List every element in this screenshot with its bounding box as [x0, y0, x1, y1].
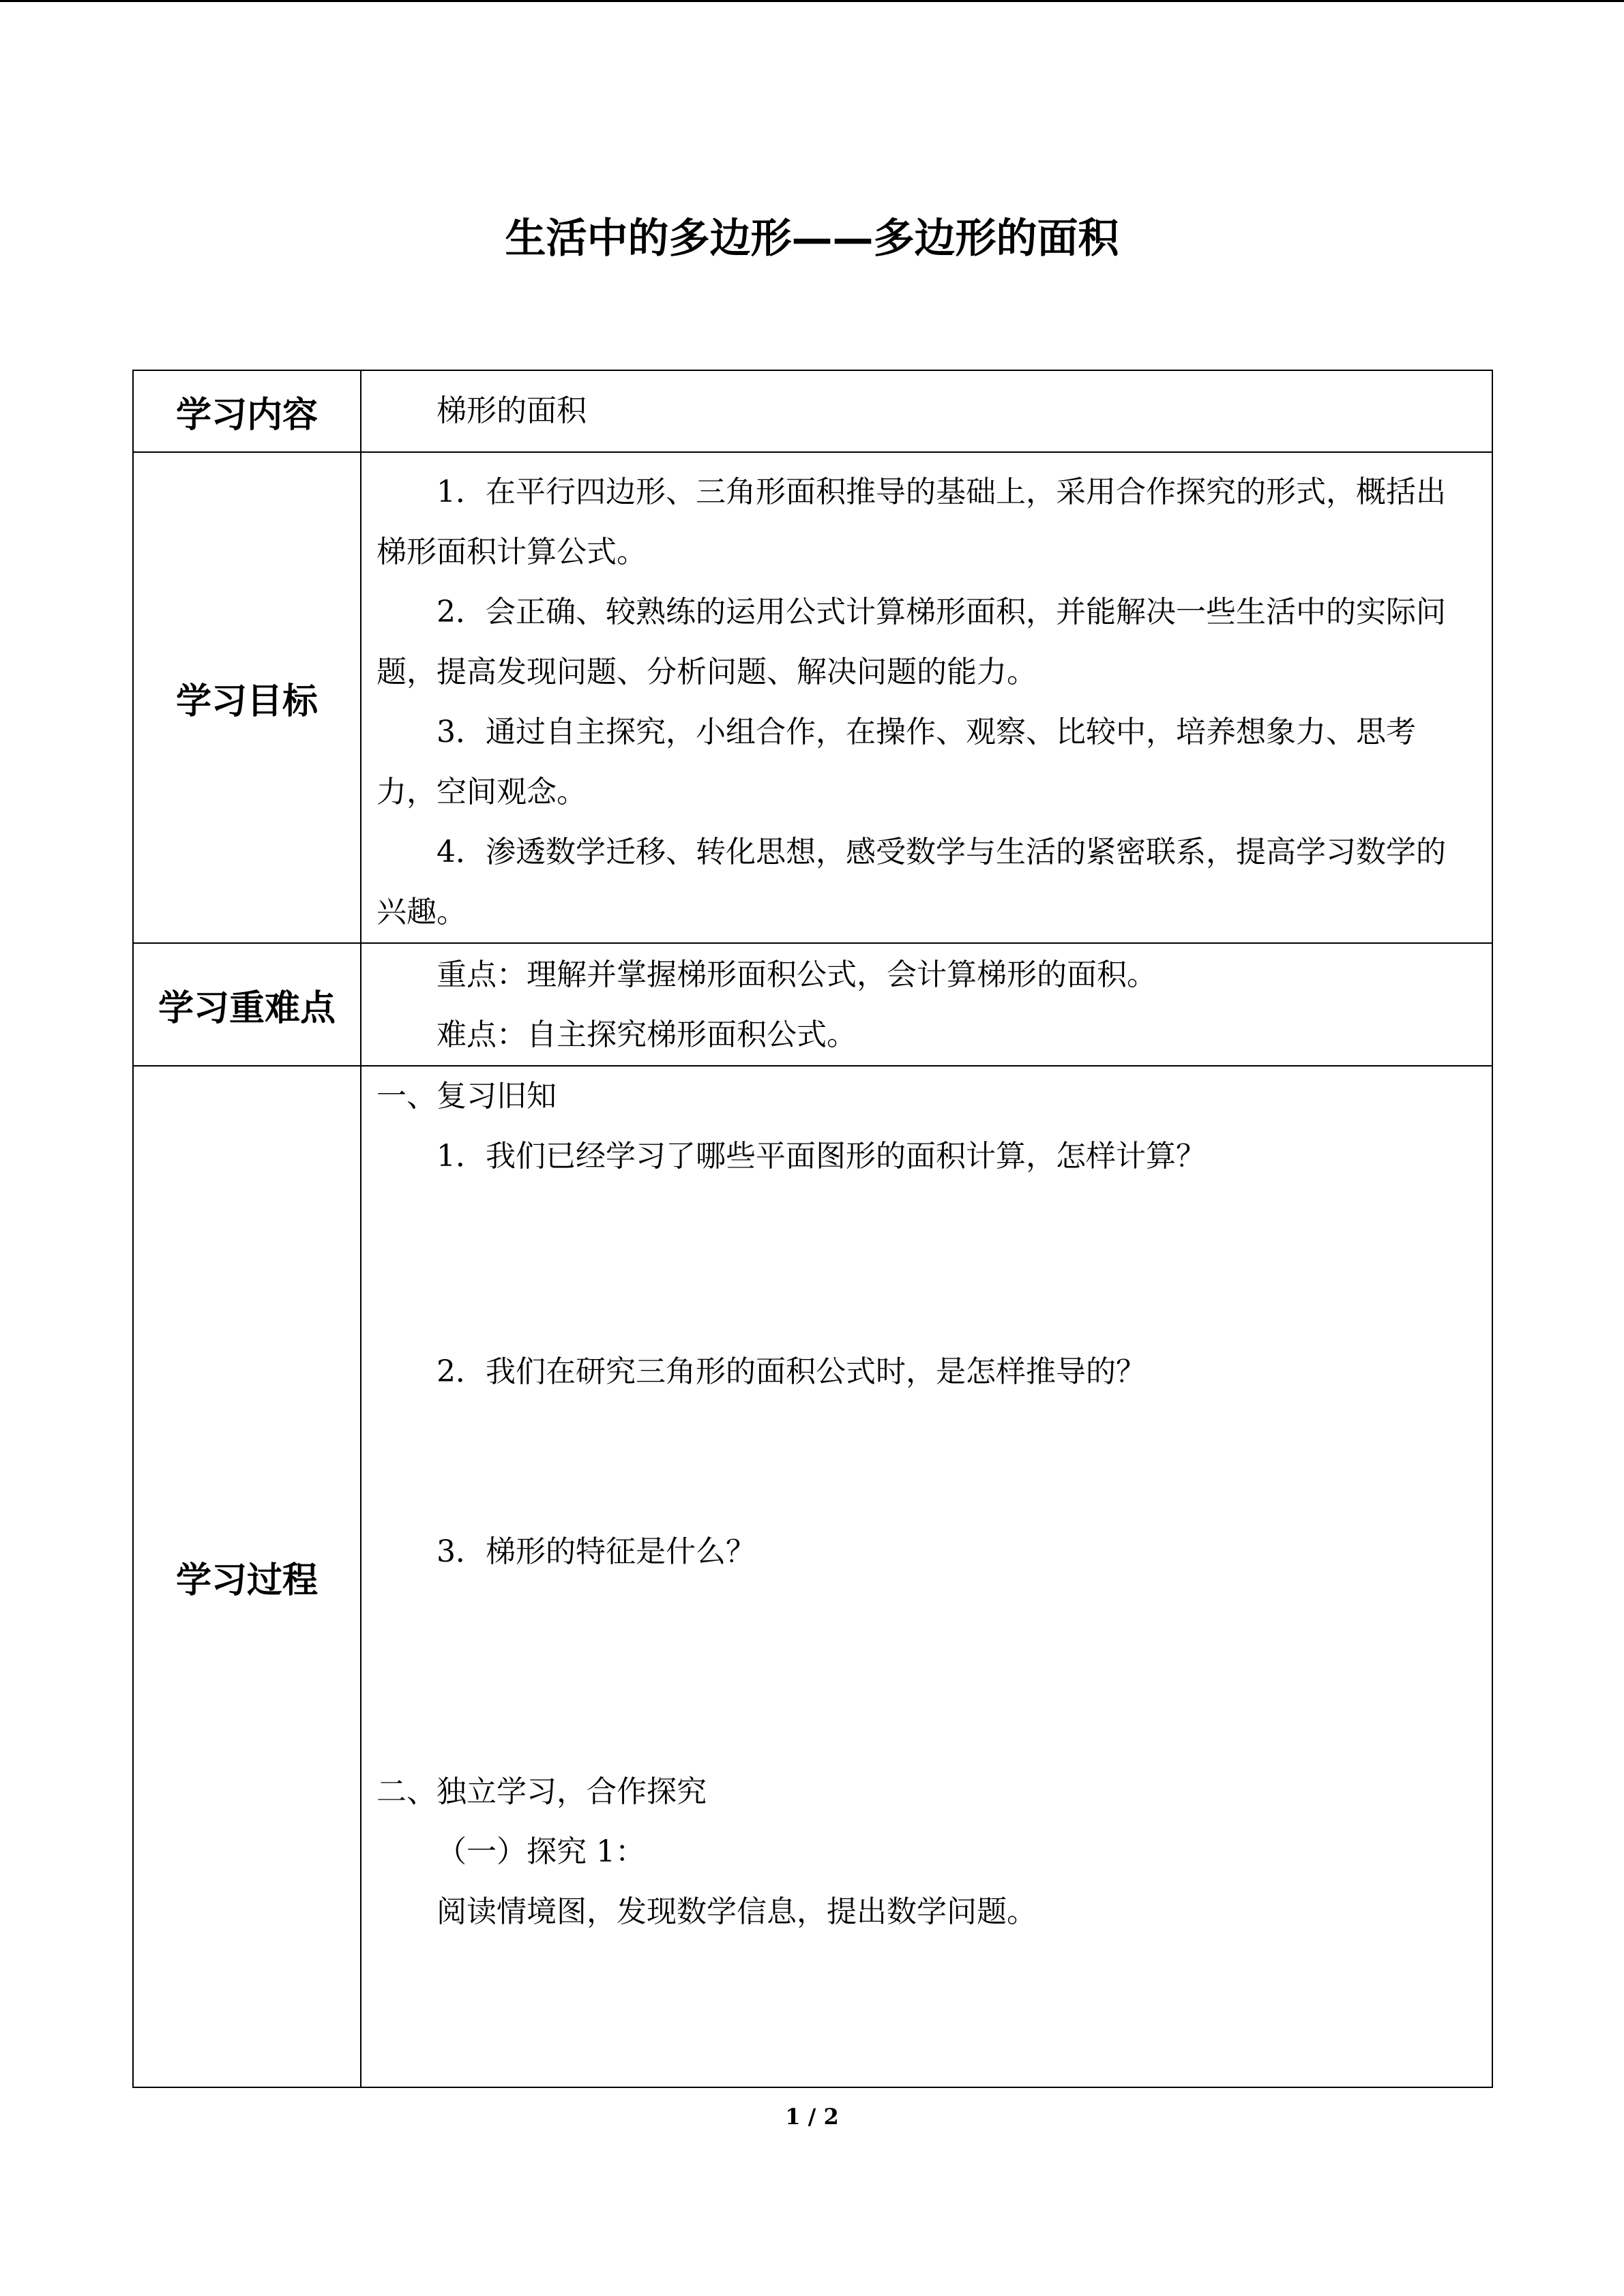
explore-1-task: 阅读情境图，发现数学信息，提出数学问题。: [437, 1894, 1037, 1929]
goal-item-4: 4．渗透数学迁移、转化思想，感受数学与生活的紧密联系，提高学习数学的兴趣。: [377, 835, 1446, 929]
page-number: 1 / 2: [785, 2104, 839, 2130]
learning-content-text: 梯形的面积: [437, 393, 587, 428]
page-top-border: [0, 0, 1624, 2]
label-learning-process: 学习过程: [133, 1066, 361, 2087]
answer-space-1: [377, 1187, 1474, 1342]
row-key-difficult-points: [133, 943, 1492, 1066]
answer-space-3: [377, 1582, 1474, 1762]
explore-1-heading: （一）探究 1：: [437, 1834, 645, 1869]
document-title: 生活中的多边形——多边形的面积: [505, 215, 1119, 263]
cell-learning-process: [361, 1066, 1492, 2087]
row-learning-process: [133, 1066, 1492, 2087]
review-question-1: 1．我们已经学习了哪些平面图形的面积计算，怎样计算？: [437, 1139, 1206, 1174]
label-key-difficult-points: 学习重难点: [133, 943, 361, 1066]
review-question-2: 2．我们在研究三角形的面积公式时，是怎样推导的？: [437, 1354, 1146, 1389]
cell-key-difficult-points: [361, 943, 1492, 1066]
goal-item-1: 1．在平行四边形、三角形面积推导的基础上，采用合作探究的形式，概括出梯形面积计算公式。: [377, 475, 1446, 569]
difficult-point-text: 难点：自主探究梯形面积公式。: [437, 1017, 857, 1052]
label-learning-content: 学习内容: [133, 370, 361, 452]
cell-learning-goals: [361, 452, 1492, 943]
lesson-plan-table: [132, 370, 1493, 2088]
label-learning-goals: 学习目标: [133, 452, 361, 943]
row-learning-goals: [133, 452, 1492, 943]
cell-learning-content: [361, 370, 1492, 452]
answer-space-2: [377, 1402, 1474, 1522]
section-review-heading: 一、复习旧知: [377, 1079, 557, 1114]
section-explore-heading: 二、独立学习，合作探究: [377, 1774, 707, 1809]
goal-item-3: 3．通过自主探究，小组合作，在操作、观察、比较中，培养想象力、思考力，空间观念。: [377, 715, 1416, 809]
row-learning-content: [133, 370, 1492, 452]
review-question-3: 3．梯形的特征是什么？: [437, 1534, 756, 1569]
goal-item-2: 2．会正确、较熟练的运用公式计算梯形面积，并能解决一些生活中的实际问题，提高发现问题、分析问题、解决问题的能力。: [377, 595, 1446, 689]
key-point-text: 重点：理解并掌握梯形面积公式，会计算梯形的面积。: [437, 957, 1157, 992]
